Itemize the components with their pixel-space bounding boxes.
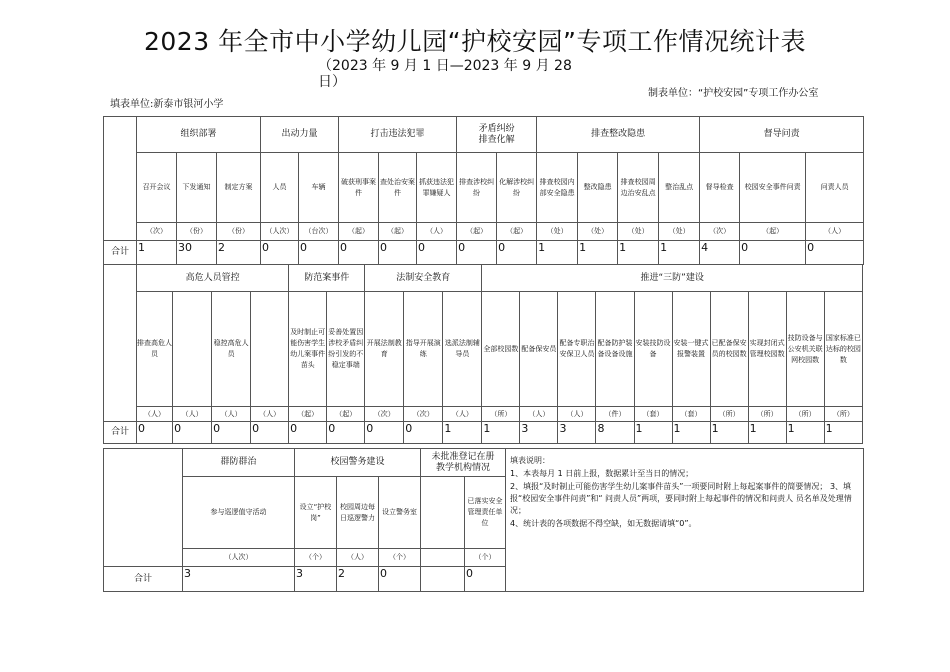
unit-cell: （个）: [295, 549, 337, 567]
value-cell: 1: [634, 422, 672, 444]
column-header: 开展法制教育: [365, 292, 404, 407]
value-cell: 0: [365, 422, 404, 444]
unit-cell: （起）: [379, 223, 417, 241]
column-header: 已落实安全管理责任单位: [465, 477, 506, 549]
value-cell: 0: [417, 241, 457, 265]
group-header: 出动力量: [261, 117, 339, 153]
column-header: 下发通知: [177, 153, 217, 223]
column-header: 配备保安员: [520, 292, 558, 407]
unit-cell: （起）: [289, 407, 327, 422]
notes-heading: 填表说明：: [510, 456, 551, 465]
unit-cell: （个）: [465, 549, 506, 567]
value-cell: 0: [457, 241, 497, 265]
unit-cell: （起）: [457, 223, 497, 241]
unit-cell: （人）: [558, 407, 596, 422]
value-cell: 0: [465, 567, 506, 592]
value-cell: 0: [404, 422, 443, 444]
unit-cell: （起）: [740, 223, 806, 241]
column-header: 问责人员: [806, 153, 864, 223]
group-header: 推进“三防”建设: [482, 265, 863, 292]
group-header: 未批准登记在册 教学机构情况: [421, 449, 506, 477]
group-header: 矛盾纠纷 排查化解: [457, 117, 537, 153]
unit-cell: （所）: [748, 407, 786, 422]
total-label: 合计: [104, 422, 137, 444]
unit-cell: （个）: [379, 549, 421, 567]
column-header: 召开会议: [137, 153, 177, 223]
column-header: 配备防护装备设备设施: [596, 292, 634, 407]
value-cell: 4: [700, 241, 740, 265]
column-header: 破获刑事案件: [339, 153, 379, 223]
unit-cell: （人次）: [183, 549, 295, 567]
column-header: 排查高危人员: [137, 292, 173, 407]
column-header: 抓获违法犯罪嫌疑人: [417, 153, 457, 223]
unit-cell: （份）: [217, 223, 261, 241]
column-header: 设立“护校岗”: [295, 477, 337, 549]
section-3-table: [103, 448, 864, 592]
blank-cell: [421, 549, 465, 567]
unit-cell: （次）: [137, 223, 177, 241]
value-cell: 1: [786, 422, 824, 444]
column-header: 人员: [261, 153, 299, 223]
unit-cell: （所）: [710, 407, 748, 422]
column-header: 配备专职治安保卫人员: [558, 292, 596, 407]
corner-cell: [104, 477, 183, 549]
value-cell: 1: [659, 241, 700, 265]
notes-item: 2、填报“及时制止可能伤害学生幼儿案事件苗头”一项要同时附上每起案事件的简要情况； 3、填报“校园安全事件问责”和“ 问责人员”两项，要同时附上每起事件的情况和问责人 员名单及处理情况；: [510, 482, 852, 515]
filler-unit: 填表单位:新泰市银河小学: [110, 99, 224, 110]
unit-cell: （人次）: [261, 223, 299, 241]
unit-cell: （起）: [339, 223, 379, 241]
unit-cell: （件）: [596, 407, 634, 422]
column-header: 校园安全事件问责: [740, 153, 806, 223]
column-header: 整改隐患: [578, 153, 618, 223]
notes-item: 4、统计表的各项数据不得空缺，如无数据请填“0”。: [510, 519, 697, 528]
value-cell: 0: [339, 241, 379, 265]
unit-cell: （所）: [482, 407, 520, 422]
value-cell: 0: [261, 241, 299, 265]
group-header: 组织部署: [137, 117, 261, 153]
unit-cell: （次）: [365, 407, 404, 422]
unit-cell: （次）: [700, 223, 740, 241]
corner-cell: [104, 117, 137, 153]
value-cell: 0: [289, 422, 327, 444]
unit-cell: （人）: [251, 407, 289, 422]
column-header: 排查校园内部安全隐患: [537, 153, 578, 223]
period-line-1: （2023 年 9 月 1 日—2023 年 9 月 28: [318, 58, 572, 74]
unit-cell: （套）: [672, 407, 710, 422]
corner-cell: [104, 549, 183, 567]
unit-cell: （起）: [497, 223, 537, 241]
value-cell: 0: [137, 422, 173, 444]
value-cell: 8: [596, 422, 634, 444]
unit-cell: （人）: [520, 407, 558, 422]
unit-cell: （所）: [786, 407, 824, 422]
unit-cell: （处）: [659, 223, 700, 241]
group-header: 打击违法犯罪: [339, 117, 457, 153]
group-header: 排查整改隐患: [537, 117, 700, 153]
value-cell: 0: [497, 241, 537, 265]
column-header: 安装技防设备: [634, 292, 672, 407]
page-title: 2023 年全市中小学幼儿园“护校安园”专项工作情况统计表: [144, 27, 806, 56]
value-cell: 0: [212, 422, 251, 444]
unit-cell: （份）: [177, 223, 217, 241]
column-header: 设立警务室: [379, 477, 421, 549]
column-header: 督导检查: [700, 153, 740, 223]
unit-cell: （人）: [417, 223, 457, 241]
unit-cell: （处）: [618, 223, 659, 241]
column-header: [251, 292, 289, 407]
column-header: 制定方案: [217, 153, 261, 223]
unit-cell: （人）: [806, 223, 864, 241]
value-cell: 1: [578, 241, 618, 265]
value-cell: 0: [379, 567, 421, 592]
value-cell: 0: [327, 422, 365, 444]
corner-cell: [104, 153, 137, 223]
corner-cell: [104, 407, 137, 422]
column-header: 稳控高危人员: [212, 292, 251, 407]
value-cell: 0: [379, 241, 417, 265]
value-cell: 2: [217, 241, 261, 265]
unit-cell: （所）: [824, 407, 862, 422]
corner-cell: [104, 292, 137, 407]
section-1-table: [103, 116, 864, 265]
value-cell: 2: [337, 567, 379, 592]
column-header: 校园周边每日巡逻警力: [337, 477, 379, 549]
section-2-table: [103, 264, 863, 444]
corner-cell: [104, 449, 183, 477]
column-header: 整治乱点: [659, 153, 700, 223]
group-header: 督导问责: [700, 117, 864, 153]
group-header: 群防群治: [183, 449, 295, 477]
value-cell: 30: [177, 241, 217, 265]
maker-unit: 制表单位：“护校安园”专项工作办公室: [648, 88, 819, 99]
value-cell: 1: [137, 241, 177, 265]
column-header: 选派法制辅导员: [443, 292, 482, 407]
column-header: 安装一键式报警装置: [672, 292, 710, 407]
unit-cell: （人）: [337, 549, 379, 567]
report-period: [318, 58, 638, 90]
unit-cell: （处）: [537, 223, 578, 241]
column-header: 参与巡逻值守活动: [183, 477, 295, 549]
unit-cell: （人）: [212, 407, 251, 422]
value-cell: 1: [824, 422, 862, 444]
group-header: 高危人员管控: [137, 265, 289, 292]
unit-cell: （起）: [327, 407, 365, 422]
value-cell: 0: [740, 241, 806, 265]
blank-cell: [421, 567, 465, 592]
total-label: 合计: [104, 241, 137, 265]
unit-cell: （人）: [173, 407, 212, 422]
value-cell: 0: [251, 422, 289, 444]
value-cell: 1: [672, 422, 710, 444]
unit-cell: （处）: [578, 223, 618, 241]
column-header: [173, 292, 212, 407]
value-cell: 0: [299, 241, 339, 265]
column-header: 国家标准已达标的校园数: [824, 292, 862, 407]
total-label: 合计: [104, 567, 183, 592]
column-header: 已配备保安员的校园数: [710, 292, 748, 407]
value-cell: 1: [443, 422, 482, 444]
group-header: 法制安全教育: [365, 265, 482, 292]
value-cell: 0: [806, 241, 864, 265]
column-header: 查处治安案件: [379, 153, 417, 223]
column-header: 实现封闭式管理校园数: [748, 292, 786, 407]
column-header: 妥善处置因涉校矛盾纠纷引发的不稳定事端: [327, 292, 365, 407]
group-header: 防范案事件: [289, 265, 365, 292]
column-header: 化解涉校纠纷: [497, 153, 537, 223]
value-cell: 1: [710, 422, 748, 444]
value-cell: 1: [618, 241, 659, 265]
corner-cell: [104, 265, 137, 292]
value-cell: 3: [520, 422, 558, 444]
value-cell: 1: [748, 422, 786, 444]
unit-cell: （次）: [404, 407, 443, 422]
column-header: 车辆: [299, 153, 339, 223]
group-header: 校园警务建设: [295, 449, 421, 477]
fill-instructions: [506, 449, 864, 592]
column-header: 及时制止可能伤害学生幼儿案事件苗头: [289, 292, 327, 407]
unit-cell: （人）: [443, 407, 482, 422]
column-header: 排查校园周边治安乱点: [618, 153, 659, 223]
unit-cell: （台次）: [299, 223, 339, 241]
column-header: 排查涉校纠纷: [457, 153, 497, 223]
value-cell: 3: [183, 567, 295, 592]
column-header: 技防设备与公安机关联网校园数: [786, 292, 824, 407]
value-cell: 0: [173, 422, 212, 444]
blank-cell: [421, 477, 465, 549]
column-header: 全部校园数: [482, 292, 520, 407]
unit-cell: （套）: [634, 407, 672, 422]
column-header: 指导开展演练: [404, 292, 443, 407]
notes-item: 1、本表每月 1 日前上报，数据累计至当日的情况；: [510, 469, 694, 478]
unit-cell: （人）: [137, 407, 173, 422]
period-line-2: 日）: [318, 74, 346, 90]
corner-cell: [104, 223, 137, 241]
value-cell: 1: [482, 422, 520, 444]
value-cell: 1: [537, 241, 578, 265]
value-cell: 3: [295, 567, 337, 592]
value-cell: 3: [558, 422, 596, 444]
